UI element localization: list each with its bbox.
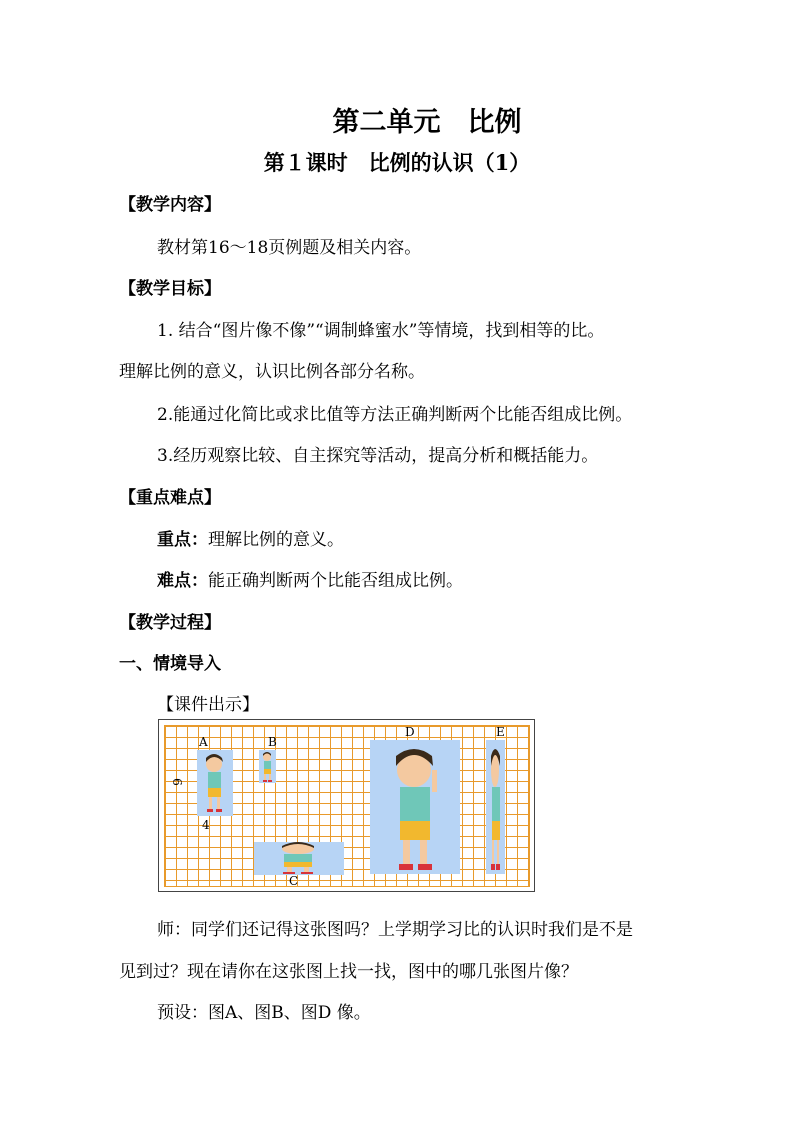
section-heading-content: 【教学内容】 [119, 195, 221, 215]
label-six: 6 [169, 778, 184, 786]
page-title: 第二单元 比例 [332, 107, 522, 138]
grid-figure [158, 719, 535, 892]
goal-3: 3.经历观察比较、自主探究等活动，提高分析和概括能力。 [157, 446, 599, 466]
key-label: 重点： [157, 530, 208, 550]
key-point [157, 525, 344, 550]
lesson-subtitle: 第１课时 比例的认识（1） [263, 150, 531, 175]
teacher-line-2: 见到过？现在请你在这张图上找一找，图中的哪几张图片像？ [119, 962, 578, 982]
key-text: 理解比例的意义。 [208, 530, 344, 550]
preset-answer: 预设：图A、图B、图D 像。 [157, 1003, 371, 1023]
teacher-line-1: 师：同学们还记得这张图吗？上学期学习比的认识时我们是不是 [157, 920, 633, 940]
courseware-label: 【课件出示】 [157, 695, 259, 715]
difficult-point [157, 566, 463, 591]
section-heading-key: 【重点难点】 [119, 488, 221, 508]
picture-c [254, 842, 344, 875]
picture-d [370, 740, 460, 874]
content-text: 教材第16～18页例题及相关内容。 [157, 238, 422, 258]
label-e: E [496, 725, 505, 739]
goal-1-line-2: 理解比例的意义，认识比例各部分名称。 [119, 362, 425, 382]
goal-2: 2.能通过化简比或求比值等方法正确判断两个比能否组成比例。 [157, 405, 633, 425]
difficult-label: 难点： [157, 571, 208, 591]
label-four: 4 [202, 818, 210, 832]
label-c: C [289, 874, 299, 888]
label-d: D [405, 725, 415, 739]
label-a: A [199, 735, 208, 749]
difficult-text: 能正确判断两个比能否组成比例。 [208, 571, 463, 591]
section-heading-process: 【教学过程】 [119, 613, 221, 633]
label-b: B [268, 735, 277, 749]
step-1-heading: 一、情境导入 [119, 654, 221, 674]
goal-1-line-1: 1. 结合“图片像不像”“调制蜂蜜水”等情境，找到相等的比。 [157, 321, 605, 341]
picture-a [197, 750, 233, 816]
picture-e [486, 740, 505, 874]
section-heading-goals: 【教学目标】 [119, 279, 221, 299]
picture-b [259, 750, 276, 783]
